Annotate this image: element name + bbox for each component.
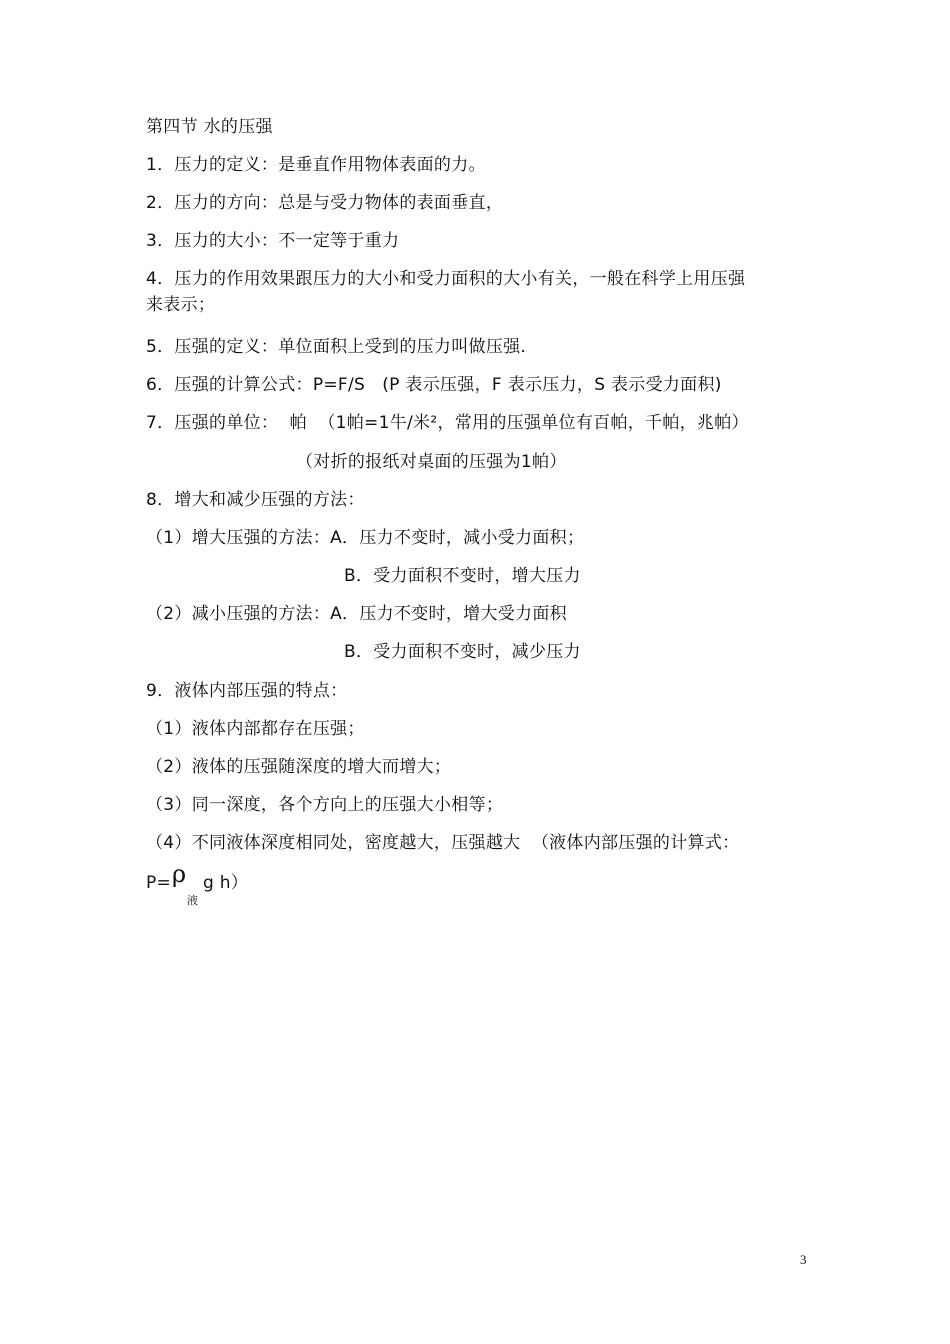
item-9-1: （1）液体内部都存在压强； [146, 719, 365, 739]
item-9-2: （2）液体的压强随深度的增大而增大； [146, 757, 452, 777]
item-7: 7．压强的单位： 帕 （1帕=1牛/米²，常用的压强单位有百帕，千帕，兆帕） [146, 413, 749, 433]
item-2: 2．压力的方向：总是与受力物体的表面垂直， [146, 193, 504, 213]
item-8: 8．增大和减少压强的方法： [146, 490, 365, 510]
item-8-2-b: B．受力面积不变时，减少压力 [344, 642, 581, 662]
formula-subscript: 液 [187, 894, 199, 907]
item-9-4: （4）不同液体深度相同处，密度越大，压强越大 （液体内部压强的计算式： [146, 833, 740, 853]
item-1: 1．压力的定义：是垂直作用物体表面的力。 [146, 155, 486, 175]
item-3: 3．压力的大小：不一定等于重力 [146, 231, 400, 251]
item-9: 9．液体内部压强的特点： [146, 681, 348, 701]
formula-prefix: P= [146, 873, 172, 893]
item-4: 4．压力的作用效果跟压力的大小和受力面积的大小有关，一般在科学上用压强 [146, 269, 746, 289]
item-8-1-b: B．受力面积不变时，增大压力 [344, 566, 581, 586]
item-5: 5．压强的定义：单位面积上受到的压力叫做压强. [146, 337, 527, 357]
item-8-1: （1）增大压强的方法：A．压力不变时，减小受力面积； [146, 528, 585, 548]
rho-symbol: ρ [172, 860, 187, 888]
page-number: 3 [800, 1252, 807, 1267]
item-4-continued: 来表示； [146, 295, 216, 315]
item-9-3: （3）同一深度，各个方向上的压强大小相等； [146, 795, 504, 815]
item-8-2: （2）减小压强的方法：A．压力不变时，增大受力面积 [146, 604, 567, 624]
formula-suffix: g h） [203, 873, 249, 893]
item-6: 6．压强的计算公式：P=F/S (P 表示压强，F 表示压力，S 表示受力面积) [146, 375, 722, 395]
section-title: 第四节 水的压强 [146, 117, 273, 137]
item-7-note: （对折的报纸对桌面的压强为1帕） [296, 452, 567, 472]
